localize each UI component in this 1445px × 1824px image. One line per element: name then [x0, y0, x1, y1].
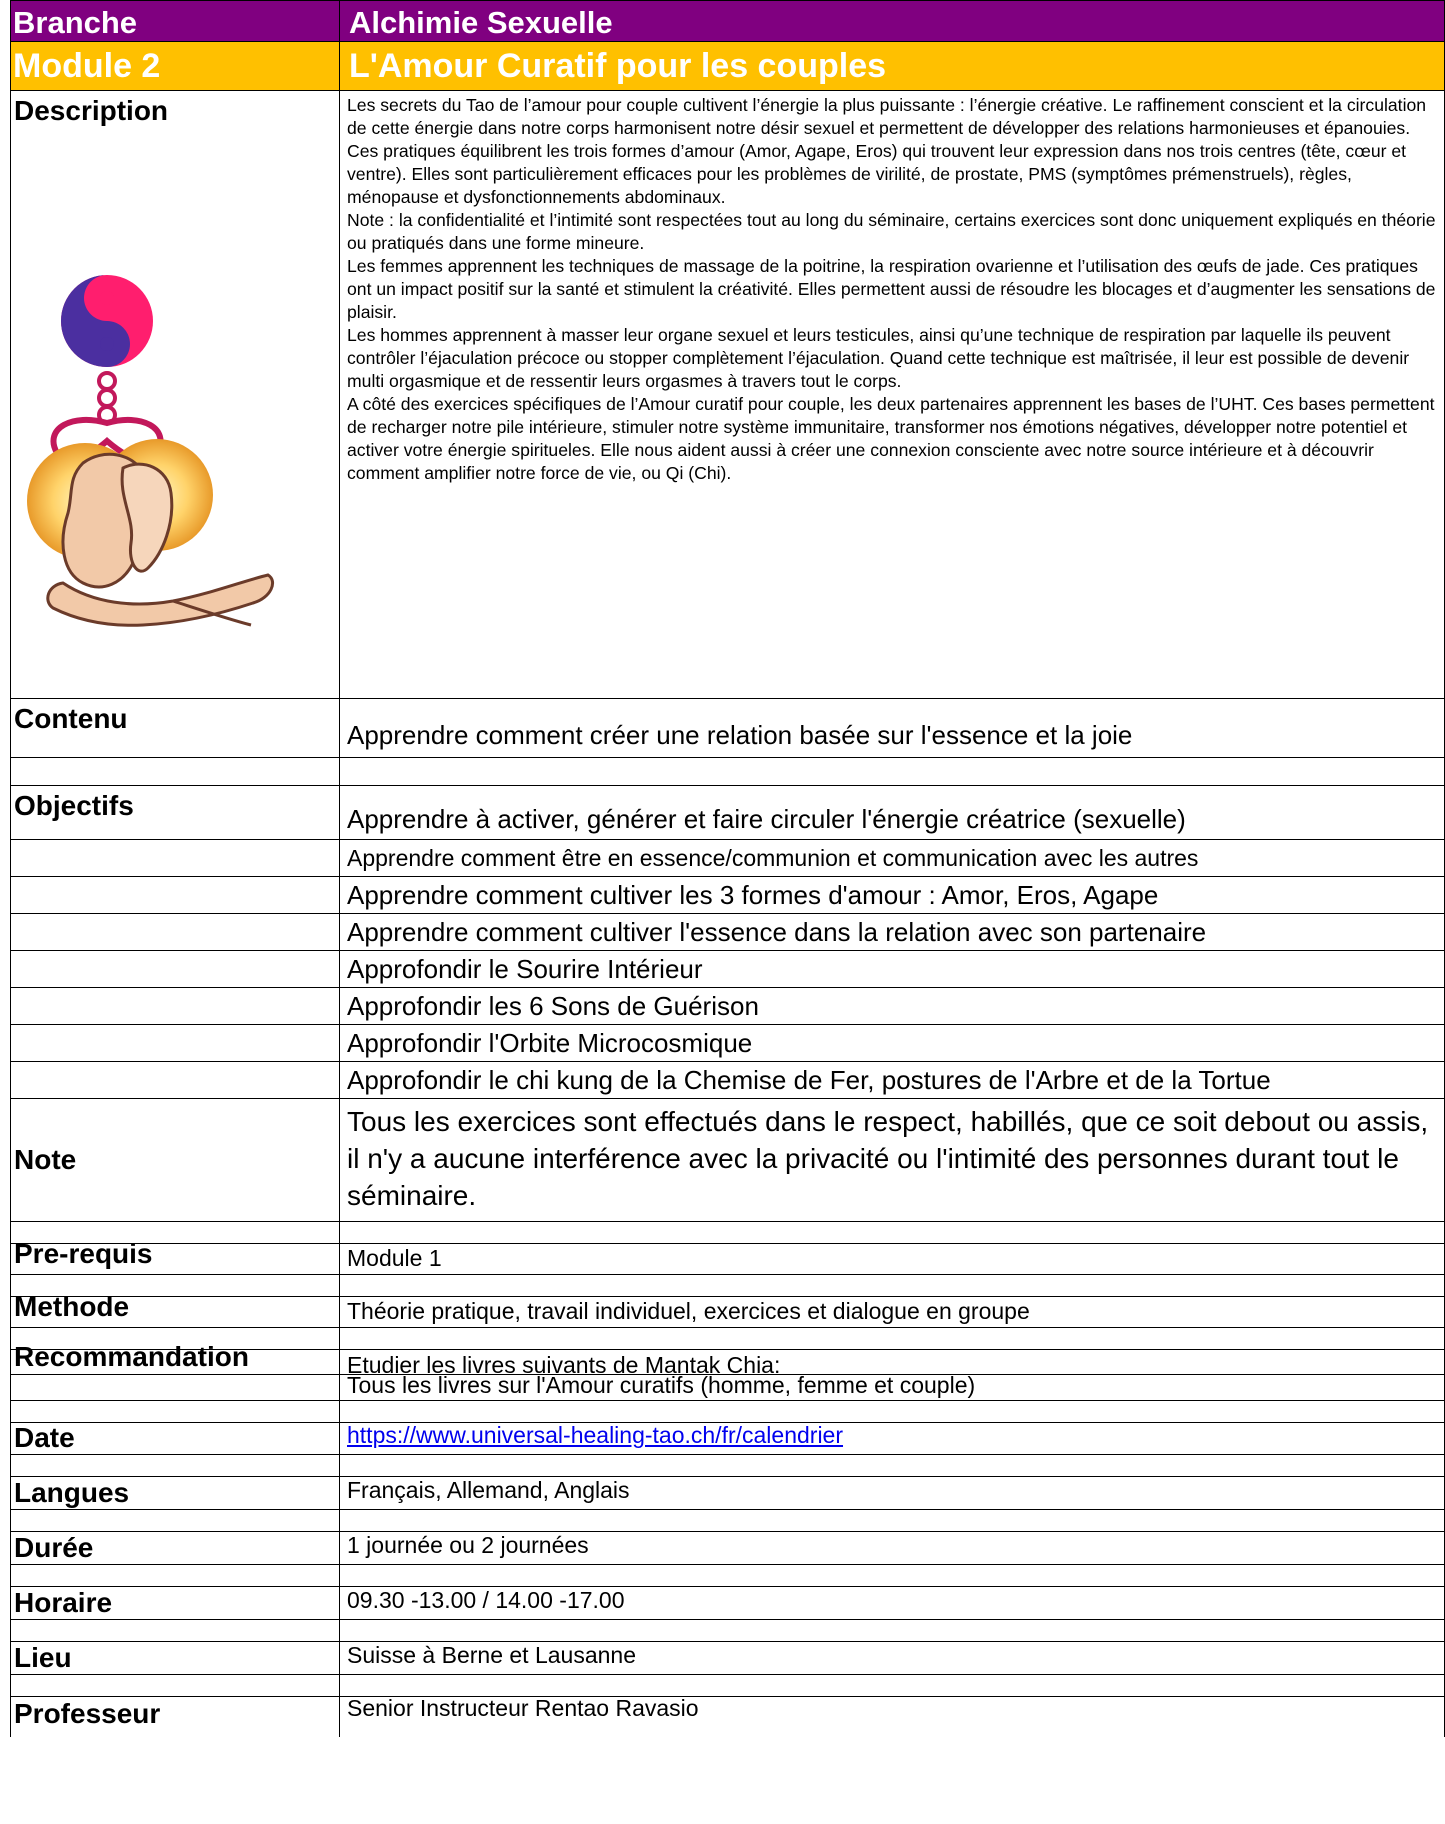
objectif-item: Approfondir le chi kung de la Chemise de Fer, postures de l'Arbre et de la Tortue: [340, 1062, 1445, 1098]
objectifs-label: Objectifs: [10, 786, 340, 839]
contenu-row: [10, 699, 1445, 758]
objectif-row: [10, 877, 1445, 914]
branch-value: Alchimie Sexuelle: [340, 1, 1445, 41]
description-row: [10, 91, 1445, 699]
objectif-item: Approfondir les 6 Sons de Guérison: [340, 988, 1445, 1024]
prerequis-label: Pre-requis: [10, 1240, 340, 1274]
date-label: Date: [10, 1423, 340, 1454]
recommandation-line2: Tous les livres sur l'Amour curatifs (homme, femme et couple): [340, 1375, 1445, 1400]
professeur-row: [10, 1697, 1445, 1737]
spacer-row: [10, 1455, 1445, 1477]
course-sheet: [10, 0, 1445, 1737]
spacer-row: [10, 758, 1445, 786]
module-row: [10, 42, 1445, 91]
spacer-row: [10, 1620, 1445, 1642]
objectif-item: Apprendre comment cultiver les 3 formes d'amour : Amor, Eros, Agape: [340, 877, 1445, 913]
langues-value: Français, Allemand, Anglais: [340, 1477, 1445, 1509]
branch-row: [10, 0, 1445, 42]
recommandation-row: [10, 1344, 1445, 1374]
objectif-row: [10, 1025, 1445, 1062]
horaire-value: 09.30 -13.00 / 14.00 -17.00: [340, 1587, 1445, 1619]
module-title: L'Amour Curatif pour les couples: [340, 42, 1445, 90]
methode-label: Methode: [10, 1293, 340, 1327]
professeur-label: Professeur: [10, 1697, 340, 1737]
professeur-value: Senior Instructeur Rentao Ravasio: [340, 1697, 1445, 1737]
methode-value: Théorie pratique, travail individuel, exercices et dialogue en groupe: [340, 1297, 1445, 1327]
horaire-label: Horaire: [10, 1587, 340, 1619]
methode-row: [10, 1293, 1445, 1328]
objectif-item: Apprendre à activer, générer et faire circuler l'énergie créatrice (sexuelle): [340, 786, 1445, 839]
branch-label: Branche: [10, 1, 340, 41]
langues-row: [10, 1477, 1445, 1510]
objectif-row: [10, 951, 1445, 988]
prerequis-row: [10, 1240, 1445, 1275]
duree-value: 1 journée ou 2 journées: [340, 1532, 1445, 1564]
spacer-row: [10, 1565, 1445, 1587]
spacer-row: [10, 1675, 1445, 1697]
objectif-item: Approfondir le Sourire Intérieur: [340, 951, 1445, 987]
objectif-row: [10, 914, 1445, 951]
lieu-row: [10, 1642, 1445, 1675]
contenu-label: Contenu: [10, 699, 340, 757]
recommandation-label: Recommandation: [10, 1344, 340, 1374]
lieu-label: Lieu: [10, 1642, 340, 1674]
contenu-value: Apprendre comment créer une relation basée sur l'essence et la joie: [340, 699, 1445, 757]
note-row: [10, 1099, 1445, 1222]
objectif-item: Approfondir l'Orbite Microcosmique: [340, 1025, 1445, 1061]
duree-row: [10, 1532, 1445, 1565]
date-row: [10, 1423, 1445, 1455]
description-label-cell: [10, 91, 340, 698]
calendar-link[interactable]: https://www.universal-healing-tao.ch/fr/calendrier: [347, 1423, 844, 1448]
spacer-row: [10, 1510, 1445, 1532]
description-paragraph: Note : la confidentialité et l’intimité sont respectées tout au long du séminaire, certains exercices sont donc uniquement expliqués en théorie ou pratiqués dans une forme mineure.: [347, 210, 1436, 253]
description-label: Description: [14, 95, 169, 126]
prerequis-value: Module 1: [340, 1244, 1445, 1274]
note-label: Note: [10, 1099, 340, 1221]
tao-couple-illustration-icon: [23, 263, 293, 663]
module-label: Module 2: [10, 42, 340, 90]
note-value: Tous les exercices sont effectués dans le respect, habillés, que ce soit debout ou assis, il n'y a aucune interférence avec la privacité ou l'intimité des personnes durant tout le séminaire.: [340, 1099, 1445, 1221]
spacer-row: [10, 1401, 1445, 1423]
duree-label: Durée: [10, 1532, 340, 1564]
recommandation-line1: Etudier les livres suivants de Mantak Chia:: [340, 1350, 1445, 1374]
description-paragraph: A côté des exercices spécifiques de l’Amour curatif pour couple, les deux partenaires apprennent les bases de l’UHT. Ces bases permettent de recharger notre pile intérieure, stimuler notre système immunitaire, transformer nos émotions négatives, développer notre potentiel et activer votre énergie spiritueles. Elle nous aident aussi à créer une connexion consciente avec notre source intérieure et à découvrir comment amplifier notre force de vie, ou Qi (Chi).: [347, 394, 1435, 483]
recommandation-row-2: [10, 1374, 1445, 1401]
objectif-row: [10, 840, 1445, 877]
description-paragraph: Les secrets du Tao de l’amour pour couple cultivent l’énergie la plus puissante : l’énergie créative. Le raffinement conscient et la circulation de cette énergie dans notre corps harmonisent notre désir sexuel et permettent de développer des relations harmonieuses et épanouies. Ces pratiques équilibrent les trois formes d’amour (Amor, Agape, Eros) qui trouvent leur expression dans nos trois centres (tête, cœur et ventre). Elles sont particulièrement efficaces pour les problèmes de virilité, de prostate, PMS (symptômes prémenstruels), règles, ménopause et dysfonctionnements abdominaux.: [347, 95, 1427, 207]
lieu-value: Suisse à Berne et Lausanne: [340, 1642, 1445, 1674]
objectif-item: Apprendre comment être en essence/communion et communication avec les autres: [340, 840, 1445, 876]
objectifs-row: [10, 786, 1445, 840]
horaire-row: [10, 1587, 1445, 1620]
description-paragraph: Les femmes apprennent les techniques de massage de la poitrine, la respiration ovarienne et l’utilisation des œufs de jade. Ces pratiques ont un impact positif sur la santé et stimulent la créativité. Elles permettent aussi de résoudre les blocages et d’augmenter les sensations de plaisir.: [347, 256, 1436, 322]
objectif-row: [10, 1062, 1445, 1099]
description-text: [340, 91, 1445, 698]
objectif-item: Apprendre comment cultiver l'essence dans la relation avec son partenaire: [340, 914, 1445, 950]
objectif-row: [10, 988, 1445, 1025]
langues-label: Langues: [10, 1477, 340, 1509]
description-paragraph: Les hommes apprennent à masser leur organe sexuel et leurs testicules, ainsi qu’une technique de respiration par laquelle ils peuvent contrôler l’éjaculation précoce ou stopper complètement l’éjaculation. Quand cette technique est maîtrisée, il leur est possible de devenir multi orgasmique et de ressentir leurs orgasmes à travers tout le corps.: [347, 325, 1410, 391]
